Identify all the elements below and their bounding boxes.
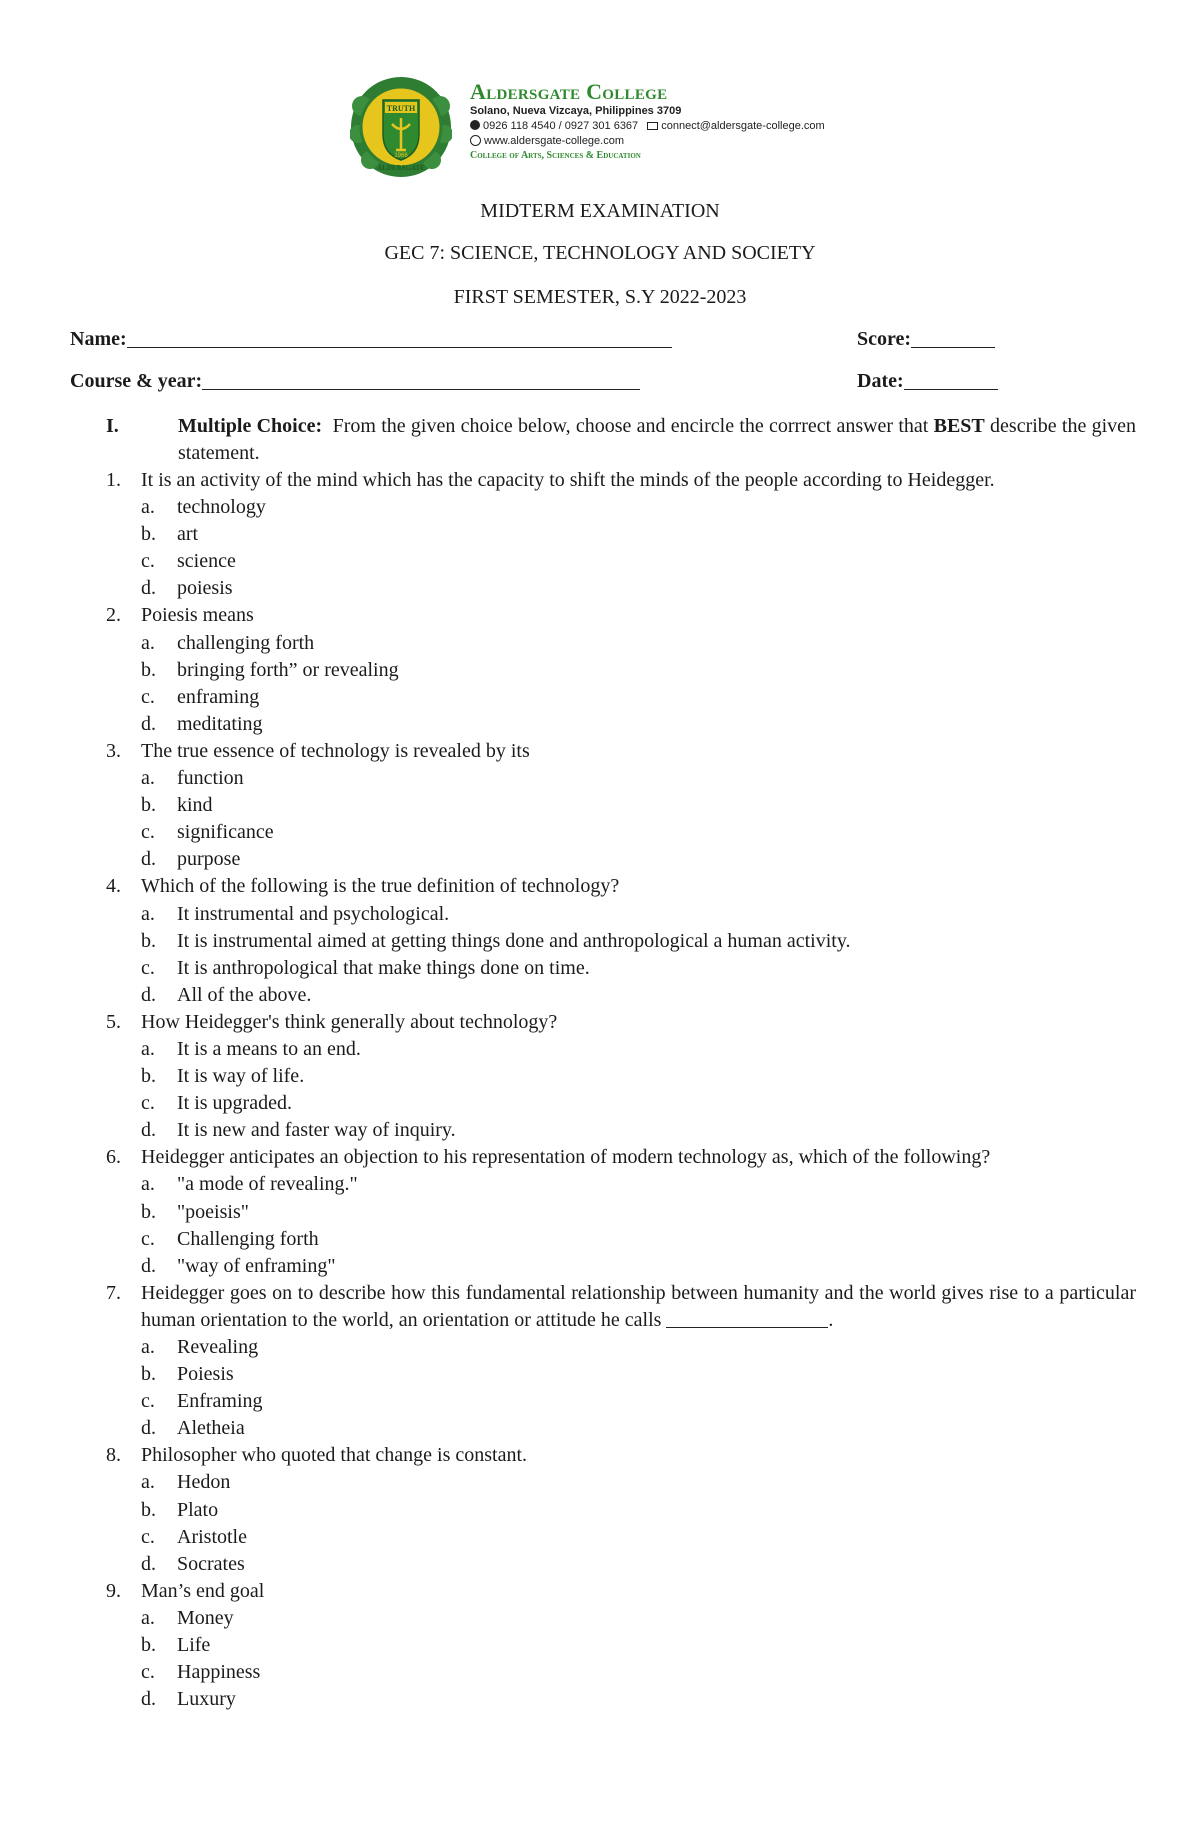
answer-option[interactable]	[141, 982, 1136, 1009]
name-blank[interactable]	[127, 329, 672, 348]
question-item	[106, 1144, 1136, 1171]
option-letter: a.	[141, 496, 155, 519]
option-letter: b.	[141, 929, 156, 952]
seal-name: ALDERSGATE	[377, 164, 425, 172]
option-text: poiesis	[177, 577, 233, 600]
answer-option[interactable]	[141, 657, 1136, 684]
question-item	[106, 1578, 1136, 1605]
instruction-text-end: describe the given statement.	[178, 415, 1137, 464]
option-letter: d.	[141, 983, 156, 1006]
option-text: Luxury	[177, 1688, 236, 1711]
option-text: enframing	[177, 685, 260, 708]
question-number: 2.	[106, 604, 121, 627]
option-text: It is upgraded.	[177, 1092, 292, 1115]
option-letter: a.	[141, 1173, 155, 1196]
answer-option[interactable]	[141, 1551, 1136, 1578]
question-number: 3.	[106, 739, 121, 762]
score-label: Score:	[857, 328, 912, 350]
option-letter: b.	[141, 1498, 156, 1521]
option-letter: c.	[141, 550, 155, 573]
answer-option[interactable]	[141, 548, 1136, 575]
question-text: The true essence of technology is revealed by its	[141, 739, 530, 762]
option-letter: d.	[141, 577, 156, 600]
answer-option[interactable]	[141, 1415, 1136, 1442]
question-list	[106, 467, 1136, 1713]
section-body	[178, 413, 1136, 467]
instruction-text: From the given choice below, choose and encircle the corrrect answer that	[332, 415, 929, 437]
answer-option[interactable]	[141, 575, 1136, 602]
instruction-emphasis: BEST	[933, 415, 985, 437]
option-text: function	[177, 767, 244, 790]
question-text-block	[141, 1578, 1136, 1605]
college-phones: 0926 118 4540 / 0927 301 6367	[483, 120, 639, 132]
question-text: Which of the following is the true definition of technology?	[141, 875, 620, 898]
option-text: Life	[177, 1634, 211, 1657]
answer-blank[interactable]	[666, 1311, 828, 1328]
college-contacts	[470, 119, 890, 134]
exam-course: GEC 7: SCIENCE, TECHNOLOGY AND SOCIETY	[384, 242, 816, 264]
score-field	[857, 327, 995, 351]
answer-option[interactable]	[141, 1686, 1136, 1713]
question-text: Philosopher who quoted that change is constant.	[141, 1444, 528, 1467]
section-instructions	[106, 413, 1136, 467]
course-year-blank[interactable]	[202, 371, 640, 390]
option-letter: c.	[141, 1227, 155, 1250]
answer-option[interactable]	[141, 1632, 1136, 1659]
option-text: "a mode of revealing."	[177, 1173, 358, 1196]
question-text-block	[141, 1280, 1136, 1334]
question-text-block	[141, 467, 1136, 494]
option-letter: c.	[141, 956, 155, 979]
option-text: significance	[177, 821, 274, 844]
option-text: It instrumental and psychological.	[177, 902, 450, 925]
answer-option[interactable]	[141, 1171, 1136, 1198]
answer-option[interactable]	[141, 1253, 1136, 1280]
answer-option[interactable]	[141, 1388, 1136, 1415]
answer-option[interactable]	[141, 1199, 1136, 1226]
globe-icon	[470, 135, 481, 146]
date-field	[857, 369, 998, 393]
question-number: 6.	[106, 1146, 121, 1169]
option-letter: a.	[141, 631, 155, 654]
answer-option[interactable]	[141, 1063, 1136, 1090]
question-item	[106, 1009, 1136, 1036]
question-item	[106, 1280, 1136, 1334]
option-letter: b.	[141, 1065, 156, 1088]
exam-title: MIDTERM EXAMINATION	[480, 200, 720, 222]
answer-option[interactable]	[141, 521, 1136, 548]
option-letter: c.	[141, 1390, 155, 1413]
option-letter: c.	[141, 685, 155, 708]
letterhead-text	[470, 80, 890, 163]
section-number: I.	[106, 415, 119, 437]
college-address: Solano, Nueva Vizcaya, Philippines 3709	[470, 105, 682, 117]
question-number: 9.	[106, 1579, 121, 1602]
option-letter: c.	[141, 1092, 155, 1115]
section-heading: Multiple Choice:	[178, 415, 323, 437]
option-text: purpose	[177, 848, 241, 871]
question-text-block	[141, 602, 1136, 629]
answer-option[interactable]	[141, 1361, 1136, 1388]
option-letter: d.	[141, 1254, 156, 1277]
answer-option[interactable]	[141, 1497, 1136, 1524]
seal-year: 1966	[394, 153, 408, 159]
college-website[interactable]: www.aldersgate-college.com	[484, 135, 625, 147]
option-letter: a.	[141, 1336, 155, 1358]
seal-motto: TRUTH	[386, 104, 416, 113]
answer-option[interactable]	[141, 928, 1136, 955]
question-text: Heidegger anticipates an objection to his representation of modern technology as, which of the following?	[141, 1146, 991, 1169]
question-text-block	[141, 1009, 1136, 1036]
option-letter: b.	[141, 1634, 156, 1657]
name-label: Name:	[70, 328, 127, 350]
option-text: It is way of life.	[177, 1065, 305, 1088]
option-text: art	[177, 523, 199, 546]
option-letter: c.	[141, 821, 155, 844]
question-text: Poiesis means	[141, 604, 254, 627]
option-text: Hedon	[177, 1471, 231, 1494]
mail-icon	[647, 122, 658, 130]
question-number: 4.	[106, 875, 121, 898]
option-letter: b.	[141, 794, 156, 817]
option-text: Challenging forth	[177, 1227, 319, 1250]
question-text-block	[141, 738, 1136, 765]
answer-option[interactable]	[141, 1605, 1136, 1632]
option-letter: a.	[141, 1606, 155, 1629]
option-letter: d.	[141, 1552, 156, 1575]
answer-option[interactable]	[141, 765, 1136, 792]
question-item	[106, 1442, 1136, 1469]
option-text: It is anthropological that make things done on time.	[177, 956, 590, 979]
college-seal-logo	[350, 76, 452, 178]
option-letter: b.	[141, 658, 156, 681]
option-letter: b.	[141, 1363, 156, 1386]
question-item	[106, 873, 1136, 900]
option-text: Aristotle	[177, 1525, 247, 1548]
option-letter: a.	[141, 767, 155, 790]
option-letter: c.	[141, 1661, 155, 1684]
answer-option[interactable]	[141, 1036, 1136, 1063]
name-field	[70, 327, 672, 351]
answer-option[interactable]	[141, 494, 1136, 521]
option-text: Poiesis	[177, 1363, 234, 1386]
question-text: How Heidegger's think generally about technology?	[141, 1010, 558, 1033]
option-text: All of the above.	[177, 983, 312, 1006]
question-text: It is an activity of the mind which has the capacity to shift the minds of the people according to Heidegger.	[141, 469, 995, 491]
option-text: meditating	[177, 712, 263, 735]
option-letter: d.	[141, 1119, 156, 1142]
option-text: Enframing	[177, 1390, 263, 1413]
option-text: Happiness	[177, 1661, 261, 1684]
course-year-label: Course & year:	[70, 370, 203, 392]
option-text: It is instrumental aimed at getting things done and anthropological a human activity.	[177, 929, 851, 952]
answer-option[interactable]	[141, 1524, 1136, 1551]
college-email[interactable]: connect@aldersgate-college.com	[661, 120, 825, 132]
answer-option[interactable]	[141, 1659, 1136, 1686]
question-text-block	[141, 873, 1136, 900]
phone-icon	[470, 120, 480, 130]
option-text: kind	[177, 794, 213, 817]
option-text: "way of enframing"	[177, 1254, 336, 1277]
answer-option[interactable]	[141, 792, 1136, 819]
question-number: 8.	[106, 1444, 121, 1467]
option-letter: a.	[141, 1471, 155, 1494]
question-item	[106, 602, 1136, 629]
option-text: Money	[177, 1606, 234, 1629]
question-text-block	[141, 1144, 1136, 1171]
option-text: Aletheia	[177, 1417, 245, 1440]
answer-option[interactable]	[141, 1117, 1136, 1144]
answer-option[interactable]	[141, 711, 1136, 738]
option-text: It is a means to an end.	[177, 1037, 361, 1060]
option-letter: d.	[141, 1688, 156, 1711]
option-letter: a.	[141, 1037, 155, 1060]
question-item	[106, 738, 1136, 765]
college-name: Aldersgate College	[470, 79, 668, 104]
option-text: challenging forth	[177, 631, 315, 654]
option-text: It is new and faster way of inquiry.	[177, 1119, 456, 1142]
option-text: technology	[177, 496, 266, 519]
college-department: College of Arts, Sciences & Education	[470, 150, 641, 161]
answer-option[interactable]	[141, 901, 1136, 928]
date-label: Date:	[857, 370, 904, 392]
option-letter: d.	[141, 848, 156, 871]
answer-option[interactable]	[141, 684, 1136, 711]
question-number: 5.	[106, 1010, 121, 1033]
score-blank[interactable]	[911, 329, 995, 348]
option-text: bringing forth” or revealing	[177, 658, 399, 681]
date-blank[interactable]	[904, 371, 998, 390]
question-item	[106, 467, 1136, 494]
question-text-end: .	[828, 1308, 834, 1331]
question-text: Heidegger goes on to describe how this fundamental relationship between humanity and the world gives rise to a particular human orientation to the world, an orientation or attitude he calls	[141, 1281, 1136, 1331]
answer-option[interactable]	[141, 1090, 1136, 1117]
exam-semester: FIRST SEMESTER, S.Y 2022-2023	[453, 286, 747, 308]
option-text: Revealing	[177, 1336, 259, 1358]
option-letter: c.	[141, 1525, 155, 1548]
course-year-field	[70, 369, 640, 393]
option-text: Socrates	[177, 1552, 245, 1575]
option-letter: d.	[141, 1417, 156, 1440]
question-text-block	[141, 1442, 1136, 1469]
letterhead	[350, 74, 870, 182]
option-text: science	[177, 550, 236, 573]
option-letter: b.	[141, 523, 156, 546]
answer-option[interactable]	[141, 1334, 1136, 1361]
answer-option[interactable]	[141, 630, 1136, 657]
question-number: 1.	[106, 469, 121, 491]
option-letter: a.	[141, 902, 155, 925]
answer-option[interactable]	[141, 1226, 1136, 1253]
answer-option[interactable]	[141, 1469, 1136, 1496]
answer-option[interactable]	[141, 846, 1136, 873]
option-letter: b.	[141, 1200, 156, 1223]
option-text: Plato	[177, 1498, 219, 1521]
option-letter: d.	[141, 712, 156, 735]
question-number: 7.	[106, 1281, 121, 1304]
option-text: "poeisis"	[177, 1200, 249, 1223]
answer-option[interactable]	[141, 955, 1136, 982]
college-website-line	[470, 134, 890, 149]
question-text: Man’s end goal	[141, 1579, 265, 1602]
answer-option[interactable]	[141, 819, 1136, 846]
